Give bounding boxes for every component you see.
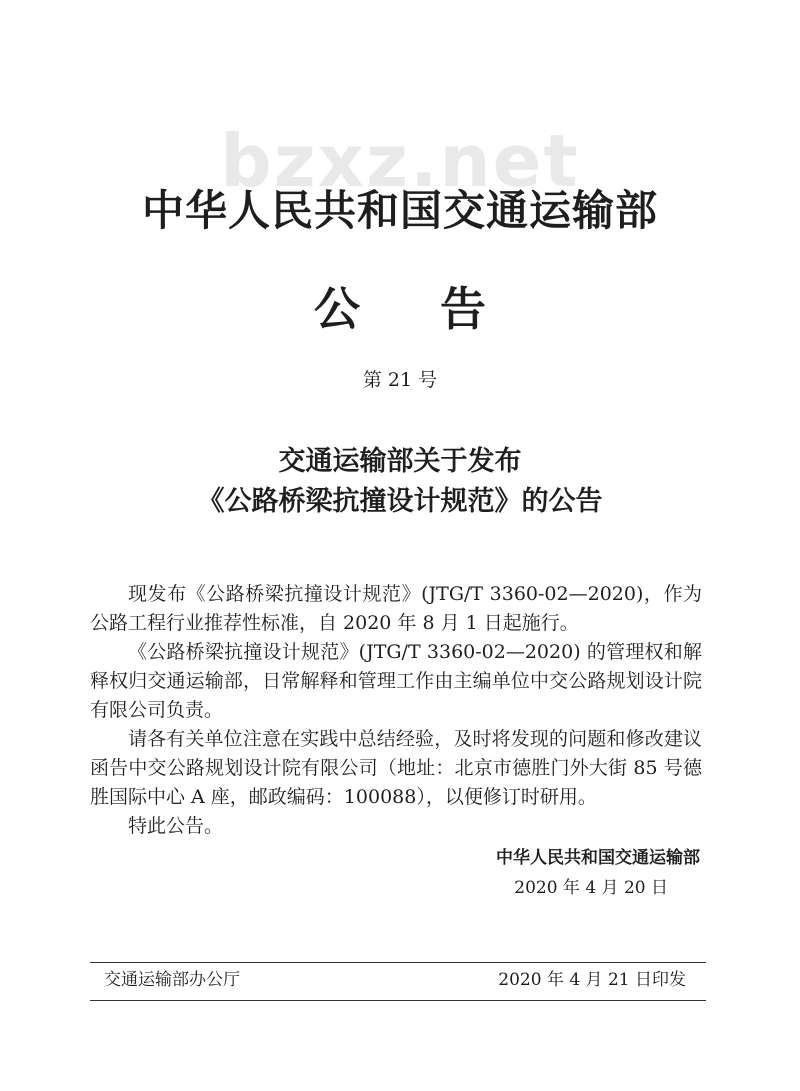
notice-title: [0, 442, 800, 522]
document-number: 第 21 号: [362, 369, 438, 391]
document-type-heading: [0, 282, 800, 337]
issuing-organization-title: 中华人民共和国交通运输部: [141, 186, 658, 235]
body-paragraph-2: 《公路桥梁抗撞设计规范》(JTG/T 3360-02—2020) 的管理权和解释权归交通运输部，日常解释和管理工作由主编单位中交公路规划设计院有限公司负责。: [90, 641, 702, 721]
body-paragraph-4: 特此公告。: [128, 815, 224, 837]
document-type-char-1: 公: [314, 282, 360, 336]
document-type-char-2: 告: [440, 282, 486, 336]
notice-body: [90, 580, 702, 841]
body-paragraph-3: 请各有关单位注意在实践中总结经验，及时将发现的问题和修改建议函告中交公路规划设计院有限公司（地址：北京市德胜门外大街 85 号德胜国际中心 A 座，邮政编码：100088），以便修订时研用。: [90, 728, 702, 808]
notice-title-line-1: 交通运输部关于发布: [278, 446, 522, 477]
watermark: bzxz.net: [220, 119, 580, 203]
body-paragraph-1: 现发布《公路桥梁抗撞设计规范》(JTG/T 3360-02—2020)，作为公路工程行业推荐性标准，自 2020 年 8 月 1 日起施行。: [90, 583, 702, 634]
footer-top-rule: [90, 962, 706, 963]
signature-issuer: 中华人民共和国交通运输部: [496, 848, 700, 868]
footer-office: 交通运输部办公厅: [104, 970, 240, 990]
footer-print-date: 2020 年 4 月 21 日印发: [498, 970, 686, 990]
notice-title-line-2: 《公路桥梁抗撞设计规范》的公告: [197, 486, 603, 517]
signature-date: 2020 年 4 月 20 日: [514, 878, 668, 898]
footer-bottom-rule: [90, 1000, 706, 1001]
